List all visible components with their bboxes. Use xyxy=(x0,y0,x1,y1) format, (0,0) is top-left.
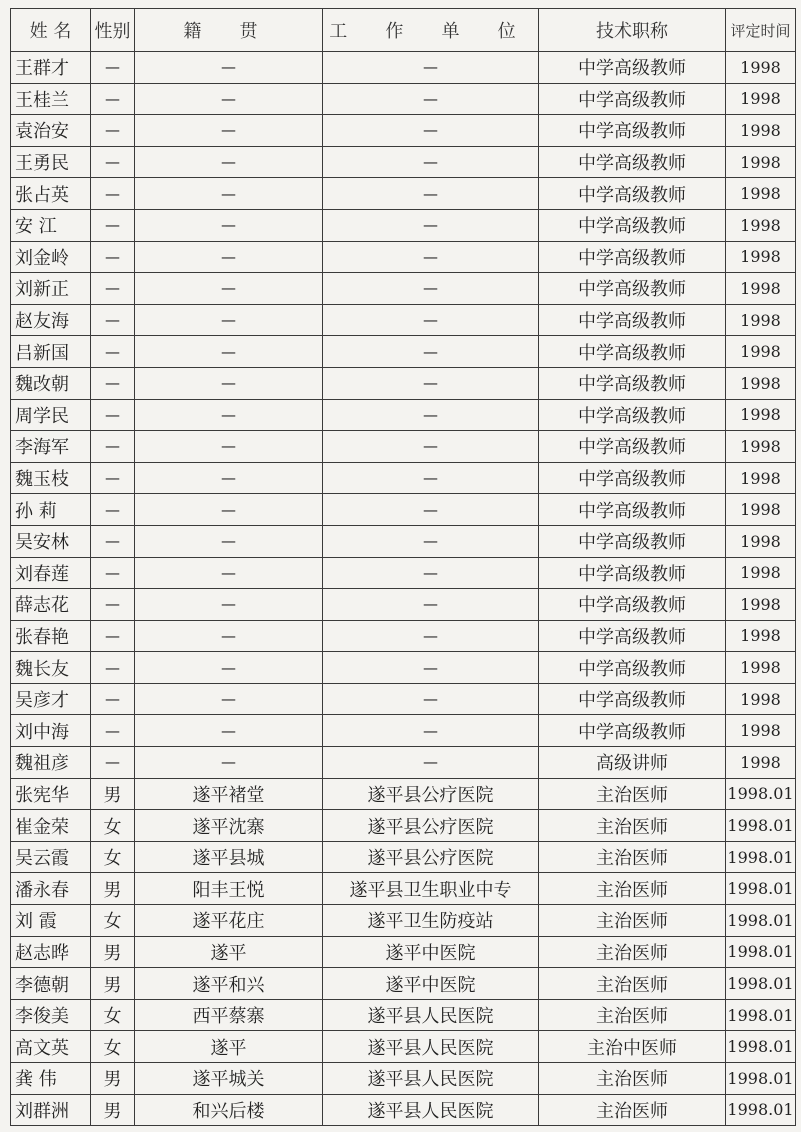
header-name: 姓 名 xyxy=(11,9,91,52)
cell-date: 1998.01 xyxy=(726,999,796,1031)
cell-title: 中学高级教师 xyxy=(539,683,726,715)
cell-gender: 女 xyxy=(91,1031,135,1063)
cell-name: 刘新正 xyxy=(11,273,91,305)
cell-origin: — xyxy=(135,525,323,557)
cell-origin: — xyxy=(135,715,323,747)
table-row xyxy=(11,1031,796,1063)
cell-unit: — xyxy=(323,209,539,241)
cell-title: 中学高级教师 xyxy=(539,336,726,368)
cell-origin: — xyxy=(135,304,323,336)
cell-date: 1998 xyxy=(726,273,796,305)
personnel-title-table xyxy=(10,8,796,1126)
cell-date: 1998 xyxy=(726,652,796,684)
cell-origin: 遂平褚堂 xyxy=(135,778,323,810)
cell-title: 主治医师 xyxy=(539,1094,726,1126)
table-row xyxy=(11,431,796,463)
cell-gender: 女 xyxy=(91,905,135,937)
cell-date: 1998.01 xyxy=(726,873,796,905)
cell-origin: — xyxy=(135,115,323,147)
cell-gender: — xyxy=(91,115,135,147)
table-row xyxy=(11,462,796,494)
table-row xyxy=(11,1094,796,1126)
table-row xyxy=(11,115,796,147)
cell-title: 中学高级教师 xyxy=(539,273,726,305)
cell-gender: — xyxy=(91,715,135,747)
table-row xyxy=(11,367,796,399)
cell-date: 1998 xyxy=(726,589,796,621)
cell-title: 中学高级教师 xyxy=(539,557,726,589)
cell-title: 中学高级教师 xyxy=(539,399,726,431)
cell-date: 1998.01 xyxy=(726,1063,796,1095)
table-row xyxy=(11,336,796,368)
cell-origin: — xyxy=(135,178,323,210)
cell-unit: — xyxy=(323,747,539,779)
cell-gender: — xyxy=(91,399,135,431)
cell-name: 孙 莉 xyxy=(11,494,91,526)
table-row xyxy=(11,399,796,431)
cell-unit: — xyxy=(323,304,539,336)
cell-gender: — xyxy=(91,209,135,241)
cell-name: 李海军 xyxy=(11,431,91,463)
cell-unit: 遂平县人民医院 xyxy=(323,1031,539,1063)
table-row xyxy=(11,936,796,968)
cell-title: 主治医师 xyxy=(539,841,726,873)
cell-title: 中学高级教师 xyxy=(539,525,726,557)
cell-title: 主治医师 xyxy=(539,873,726,905)
cell-date: 1998 xyxy=(726,683,796,715)
cell-name: 张宪华 xyxy=(11,778,91,810)
cell-title: 中学高级教师 xyxy=(539,367,726,399)
cell-title: 中学高级教师 xyxy=(539,146,726,178)
cell-title: 中学高级教师 xyxy=(539,83,726,115)
table-row xyxy=(11,589,796,621)
cell-origin: — xyxy=(135,620,323,652)
table-row xyxy=(11,747,796,779)
table-row xyxy=(11,146,796,178)
cell-unit: — xyxy=(323,273,539,305)
table-row xyxy=(11,494,796,526)
cell-date: 1998 xyxy=(726,241,796,273)
table-row xyxy=(11,620,796,652)
cell-gender: — xyxy=(91,146,135,178)
cell-title: 高级讲师 xyxy=(539,747,726,779)
cell-name: 张春艳 xyxy=(11,620,91,652)
cell-origin: — xyxy=(135,52,323,84)
cell-date: 1998 xyxy=(726,431,796,463)
cell-gender: — xyxy=(91,336,135,368)
cell-unit: — xyxy=(323,178,539,210)
cell-origin: 遂平花庄 xyxy=(135,905,323,937)
cell-origin: — xyxy=(135,652,323,684)
cell-gender: — xyxy=(91,462,135,494)
cell-origin: — xyxy=(135,336,323,368)
cell-gender: 女 xyxy=(91,810,135,842)
cell-date: 1998.01 xyxy=(726,1094,796,1126)
cell-unit: — xyxy=(323,525,539,557)
header-origin: 籍 贯 xyxy=(135,9,323,52)
cell-title: 中学高级教师 xyxy=(539,652,726,684)
cell-origin: — xyxy=(135,367,323,399)
cell-gender: 男 xyxy=(91,778,135,810)
cell-title: 主治医师 xyxy=(539,999,726,1031)
cell-origin: — xyxy=(135,557,323,589)
cell-gender: 男 xyxy=(91,1063,135,1095)
cell-unit: — xyxy=(323,462,539,494)
cell-origin: — xyxy=(135,683,323,715)
cell-unit: 遂平县公疗医院 xyxy=(323,778,539,810)
cell-date: 1998.01 xyxy=(726,968,796,1000)
cell-origin: — xyxy=(135,431,323,463)
cell-title: 中学高级教师 xyxy=(539,209,726,241)
cell-name: 魏改朝 xyxy=(11,367,91,399)
header-unit: 工 作 单 位 xyxy=(323,9,539,52)
cell-name: 魏玉枝 xyxy=(11,462,91,494)
cell-date: 1998 xyxy=(726,715,796,747)
cell-name: 刘中海 xyxy=(11,715,91,747)
cell-title: 中学高级教师 xyxy=(539,304,726,336)
cell-unit: 遂平县公疗医院 xyxy=(323,841,539,873)
cell-unit: — xyxy=(323,652,539,684)
cell-date: 1998 xyxy=(726,462,796,494)
cell-gender: — xyxy=(91,589,135,621)
cell-unit: 遂平县卫生职业中专 xyxy=(323,873,539,905)
table-row xyxy=(11,999,796,1031)
cell-unit: 遂平县公疗医院 xyxy=(323,810,539,842)
cell-origin: 遂平 xyxy=(135,1031,323,1063)
cell-name: 吴安林 xyxy=(11,525,91,557)
cell-origin: 遂平和兴 xyxy=(135,968,323,1000)
cell-title: 中学高级教师 xyxy=(539,589,726,621)
cell-gender: — xyxy=(91,273,135,305)
cell-title: 主治中医师 xyxy=(539,1031,726,1063)
cell-unit: — xyxy=(323,336,539,368)
cell-name: 李德朝 xyxy=(11,968,91,1000)
cell-name: 潘永春 xyxy=(11,873,91,905)
table-header xyxy=(11,9,796,52)
table-body xyxy=(11,52,796,1126)
cell-unit: — xyxy=(323,146,539,178)
table-row xyxy=(11,304,796,336)
cell-date: 1998 xyxy=(726,367,796,399)
cell-title: 主治医师 xyxy=(539,1063,726,1095)
cell-gender: — xyxy=(91,620,135,652)
table-row xyxy=(11,1063,796,1095)
cell-date: 1998 xyxy=(726,557,796,589)
cell-name: 王勇民 xyxy=(11,146,91,178)
cell-name: 魏长友 xyxy=(11,652,91,684)
cell-gender: 女 xyxy=(91,841,135,873)
cell-gender: — xyxy=(91,178,135,210)
cell-gender: 男 xyxy=(91,873,135,905)
cell-title: 主治医师 xyxy=(539,810,726,842)
cell-origin: — xyxy=(135,747,323,779)
cell-unit: — xyxy=(323,399,539,431)
cell-name: 吕新国 xyxy=(11,336,91,368)
table-row xyxy=(11,968,796,1000)
cell-gender: — xyxy=(91,683,135,715)
cell-gender: — xyxy=(91,494,135,526)
cell-name: 吴云霞 xyxy=(11,841,91,873)
cell-gender: 男 xyxy=(91,968,135,1000)
cell-origin: — xyxy=(135,494,323,526)
table-row xyxy=(11,873,796,905)
table-row xyxy=(11,652,796,684)
cell-name: 刘春莲 xyxy=(11,557,91,589)
cell-name: 赵志晔 xyxy=(11,936,91,968)
cell-title: 中学高级教师 xyxy=(539,715,726,747)
cell-date: 1998.01 xyxy=(726,905,796,937)
cell-name: 张占英 xyxy=(11,178,91,210)
cell-gender: — xyxy=(91,367,135,399)
cell-title: 主治医师 xyxy=(539,968,726,1000)
cell-date: 1998 xyxy=(726,494,796,526)
cell-date: 1998 xyxy=(726,83,796,115)
cell-gender: — xyxy=(91,52,135,84)
header-title: 技术职称 xyxy=(539,9,726,52)
cell-unit: — xyxy=(323,431,539,463)
cell-unit: 遂平卫生防疫站 xyxy=(323,905,539,937)
cell-date: 1998 xyxy=(726,178,796,210)
cell-title: 中学高级教师 xyxy=(539,241,726,273)
cell-date: 1998.01 xyxy=(726,936,796,968)
cell-title: 中学高级教师 xyxy=(539,620,726,652)
cell-name: 高文英 xyxy=(11,1031,91,1063)
table-row xyxy=(11,905,796,937)
table-row xyxy=(11,683,796,715)
cell-date: 1998 xyxy=(726,525,796,557)
cell-unit: — xyxy=(323,52,539,84)
cell-gender: — xyxy=(91,747,135,779)
cell-name: 王群才 xyxy=(11,52,91,84)
cell-gender: — xyxy=(91,557,135,589)
table-row xyxy=(11,241,796,273)
cell-unit: — xyxy=(323,83,539,115)
cell-gender: — xyxy=(91,652,135,684)
cell-unit: — xyxy=(323,715,539,747)
table-row xyxy=(11,273,796,305)
cell-unit: — xyxy=(323,115,539,147)
cell-unit: — xyxy=(323,241,539,273)
header-gender: 性别 xyxy=(91,9,135,52)
cell-title: 中学高级教师 xyxy=(539,494,726,526)
cell-date: 1998.01 xyxy=(726,1031,796,1063)
cell-title: 主治医师 xyxy=(539,905,726,937)
cell-date: 1998.01 xyxy=(726,841,796,873)
table-row xyxy=(11,52,796,84)
cell-unit: — xyxy=(323,589,539,621)
cell-name: 刘群洲 xyxy=(11,1094,91,1126)
cell-origin: — xyxy=(135,589,323,621)
table-row xyxy=(11,83,796,115)
cell-unit: — xyxy=(323,367,539,399)
cell-origin: — xyxy=(135,146,323,178)
cell-name: 赵友海 xyxy=(11,304,91,336)
cell-origin: 阳丰王悦 xyxy=(135,873,323,905)
cell-unit: 遂平县人民医院 xyxy=(323,999,539,1031)
table-row xyxy=(11,178,796,210)
cell-origin: — xyxy=(135,273,323,305)
cell-name: 刘 霞 xyxy=(11,905,91,937)
cell-origin: 遂平县城 xyxy=(135,841,323,873)
cell-date: 1998 xyxy=(726,115,796,147)
cell-gender: 女 xyxy=(91,999,135,1031)
cell-name: 魏祖彦 xyxy=(11,747,91,779)
cell-date: 1998 xyxy=(726,399,796,431)
cell-origin: 西平蔡寨 xyxy=(135,999,323,1031)
cell-unit: — xyxy=(323,620,539,652)
cell-date: 1998 xyxy=(726,620,796,652)
cell-unit: 遂平县人民医院 xyxy=(323,1094,539,1126)
cell-title: 中学高级教师 xyxy=(539,52,726,84)
cell-unit: 遂平县人民医院 xyxy=(323,1063,539,1095)
cell-unit: — xyxy=(323,683,539,715)
table-row xyxy=(11,209,796,241)
cell-gender: 男 xyxy=(91,936,135,968)
cell-title: 主治医师 xyxy=(539,778,726,810)
cell-origin: — xyxy=(135,209,323,241)
cell-unit: 遂平中医院 xyxy=(323,968,539,1000)
cell-unit: — xyxy=(323,494,539,526)
cell-name: 龚 伟 xyxy=(11,1063,91,1095)
table-row xyxy=(11,715,796,747)
cell-date: 1998 xyxy=(726,336,796,368)
cell-name: 崔金荣 xyxy=(11,810,91,842)
cell-name: 吴彦才 xyxy=(11,683,91,715)
cell-unit: — xyxy=(323,557,539,589)
cell-date: 1998.01 xyxy=(726,778,796,810)
cell-gender: — xyxy=(91,83,135,115)
cell-origin: 和兴后楼 xyxy=(135,1094,323,1126)
cell-origin: — xyxy=(135,399,323,431)
cell-date: 1998 xyxy=(726,146,796,178)
table-row xyxy=(11,778,796,810)
table-row xyxy=(11,525,796,557)
cell-gender: 男 xyxy=(91,1094,135,1126)
cell-gender: — xyxy=(91,304,135,336)
cell-title: 中学高级教师 xyxy=(539,178,726,210)
cell-name: 薛志花 xyxy=(11,589,91,621)
cell-origin: 遂平 xyxy=(135,936,323,968)
cell-gender: — xyxy=(91,525,135,557)
cell-title: 中学高级教师 xyxy=(539,431,726,463)
cell-date: 1998.01 xyxy=(726,810,796,842)
cell-date: 1998 xyxy=(726,304,796,336)
cell-name: 李俊美 xyxy=(11,999,91,1031)
cell-date: 1998 xyxy=(726,52,796,84)
cell-unit: 遂平中医院 xyxy=(323,936,539,968)
cell-origin: 遂平城关 xyxy=(135,1063,323,1095)
cell-name: 王桂兰 xyxy=(11,83,91,115)
cell-title: 中学高级教师 xyxy=(539,115,726,147)
table-row xyxy=(11,810,796,842)
cell-origin: — xyxy=(135,462,323,494)
table-row xyxy=(11,557,796,589)
cell-title: 中学高级教师 xyxy=(539,462,726,494)
header-row xyxy=(11,9,796,52)
header-date: 评定时间 xyxy=(726,9,796,52)
cell-date: 1998 xyxy=(726,209,796,241)
cell-name: 周学民 xyxy=(11,399,91,431)
cell-name: 袁治安 xyxy=(11,115,91,147)
cell-origin: — xyxy=(135,83,323,115)
table-row xyxy=(11,841,796,873)
cell-origin: — xyxy=(135,241,323,273)
cell-name: 安 江 xyxy=(11,209,91,241)
cell-date: 1998 xyxy=(726,747,796,779)
cell-title: 主治医师 xyxy=(539,936,726,968)
cell-name: 刘金岭 xyxy=(11,241,91,273)
cell-origin: 遂平沈寨 xyxy=(135,810,323,842)
cell-gender: — xyxy=(91,241,135,273)
cell-gender: — xyxy=(91,431,135,463)
